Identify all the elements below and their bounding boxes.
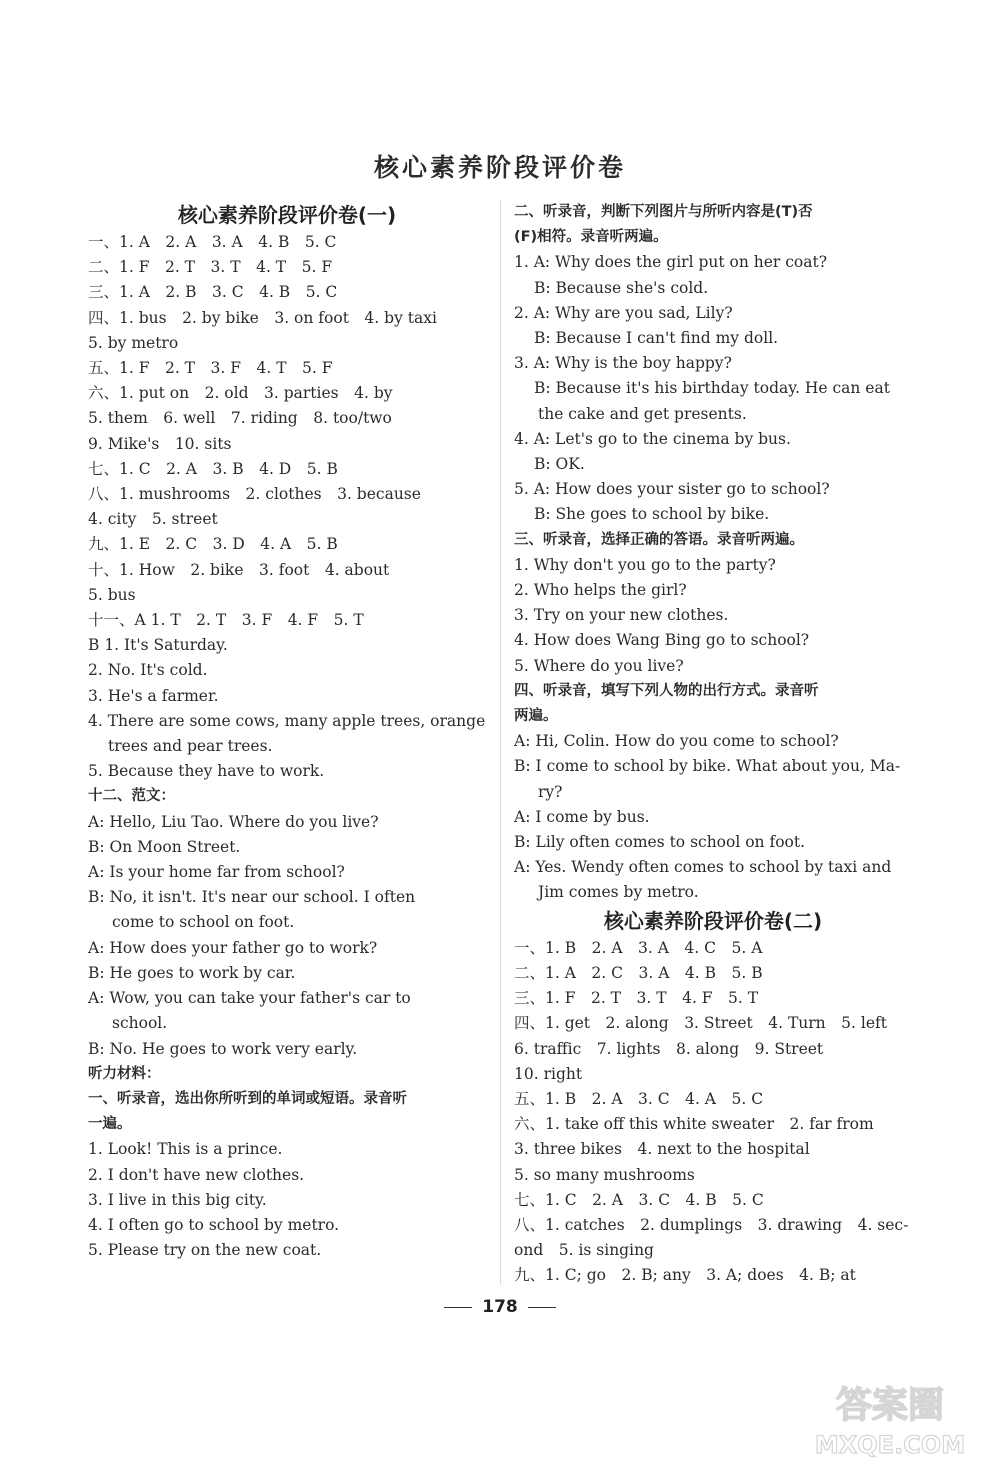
section-heading: 一、听录音，选出你所听到的单词或短语。录音听 [88,1090,407,1107]
answer-line: 十一、A 1. T 2. T 3. F 4. F 5. T [88,611,364,630]
listening-line: 5. Please try on the new coat. [88,1241,322,1260]
dialogue-line: 1. A: Why does the girl put on her coat? [514,253,828,272]
dialogue-line: B: Lily often comes to school on foot. [514,833,806,852]
answer-line: 4. city 5. street [88,510,218,529]
dialogue-line: A: Wow, you can take your father's car to [88,989,411,1008]
answer-line: 七、1. C 2. A 3. B 4. D 5. B [88,459,338,478]
page-number: 178 [482,1297,518,1317]
dialogue-line: school. [112,1014,168,1033]
dialogue-line: come to school on foot. [112,913,295,932]
answer-line: 四、1. get 2. along 3. Street 4. Turn 5. left [514,1014,887,1033]
answer-line: 九、1. E 2. C 3. D 4. A 5. B [88,535,338,554]
page-title: 核心素养阶段评价卷 [373,153,626,182]
answer-line: 二、1. A 2. C 3. A 4. B 5. B [514,963,763,982]
answer-line: 六、1. put on 2. old 3. parties 4. by [88,384,393,403]
dialogue-line: B: No. He goes to work very early. [88,1039,358,1058]
listening-line: 2. Who helps the girl? [514,581,687,600]
answer-line: 3. He's a farmer. [88,686,219,705]
answer-line: 5. bus [88,585,136,604]
dialogue-line: A: Yes. Wendy often comes to school by taxi and [514,858,892,877]
dialogue-line: B: OK. [534,455,585,474]
answer-line: 5. so many mushrooms [514,1165,695,1184]
answer-line: 五、1. B 2. A 3. C 4. A 5. C [514,1089,764,1108]
dialogue-line: 5. A: How does your sister go to school? [514,480,830,499]
listening-line: 3. Try on your new clothes. [514,606,729,625]
section-heading: 十二、范文： [88,788,175,805]
footer-dash-right [528,1307,556,1308]
dialogue-line: Jim comes by metro. [538,883,699,902]
section-title-1: 核心素养阶段评价卷(一) [177,203,397,227]
dialogue-line: A: I come by bus. [514,807,650,826]
answer-line: 6. traffic 7. lights 8. along 9. Street [514,1039,824,1058]
dialogue-line: B: On Moon Street. [88,837,241,856]
dialogue-line: B: No, it isn't. It's near our school. I often [88,888,416,907]
answer-line: 六、1. take off this white sweater 2. far from [514,1115,874,1134]
answer-line: 5. by metro [88,333,179,352]
answer-line: 二、1. F 2. T 3. T 4. T 5. F [88,258,333,277]
dialogue-line: 3. A: Why is the boy happy? [514,354,732,373]
section-heading: 听力材料： [88,1065,161,1082]
listening-line: 4. How does Wang Bing go to school? [514,631,810,650]
answer-line: 八、1. catches 2. dumplings 3. drawing 4. sec- [514,1215,909,1234]
answer-line: 十、1. How 2. bike 3. foot 4. about [88,560,390,579]
section-heading: 三、听录音，选择正确的答语。录音听两遍。 [514,531,804,548]
answer-line: 九、1. C; go 2. B; any 3. A; does 4. B; at [514,1266,856,1285]
listening-line: 5. Where do you live? [514,656,684,675]
section-title-2: 核心素养阶段评价卷(二) [603,908,823,933]
listening-line: 2. I don't have new clothes. [88,1165,305,1184]
listening-line: 1. Look! This is a prince. [88,1140,283,1159]
answer-line: 5. them 6. well 7. riding 8. too/two [88,409,392,428]
column-divider [500,200,501,1285]
answer-line: 三、1. A 2. B 3. C 4. B 5. C [88,283,338,302]
listening-line: 3. I live in this big city. [88,1190,267,1209]
dialogue-line: A: Hi, Colin. How do you come to school? [514,732,839,751]
answer-line: 三、1. F 2. T 3. T 4. F 5. T [514,989,759,1008]
answer-line: 2. No. It's cold. [88,661,208,680]
answer-line: 一、1. A 2. A 3. A 4. B 5. C [88,233,337,251]
dialogue-line: B: Because it's his birthday today. He can eat [534,379,890,398]
dialogue-line: A: How does your father go to work? [88,938,378,957]
section-heading: 四、听录音，填写下列人物的出行方式。录音听 [514,682,819,699]
answer-line: 9. Mike's 10. sits [88,434,232,453]
listening-line: 1. Why don't you go to the party? [514,555,776,574]
listening-line: 4. I often go to school by metro. [88,1215,340,1234]
section-heading: 两遍。 [514,708,558,725]
answer-line: 3. three bikes 4. next to the hospital [514,1140,810,1159]
dialogue-line: A: Is your home far from school? [88,863,345,882]
section-heading: 二、听录音，判断下列图片与所听内容是(T)否 [514,204,813,220]
answer-line: 10. right [514,1064,583,1083]
answer-line: 八、1. mushrooms 2. clothes 3. because [88,485,421,504]
answer-line: ond 5. is singing [514,1241,654,1260]
answer-line: B 1. It's Saturday. [88,636,228,655]
left-column [88,200,486,1263]
section-heading: (F)相符。录音听两遍。 [514,229,668,246]
dialogue-line: ry? [538,782,563,801]
dialogue-line: B: She goes to school by bike. [534,505,770,524]
dialogue-line: 4. A: Let's go to the cinema by bus. [514,429,791,448]
dialogue-line: B: I come to school by bike. What about you, Ma- [514,757,901,776]
answer-line: 四、1. bus 2. by bike 3. on foot 4. by taxi [88,308,437,327]
watermark-logo [790,1373,990,1463]
answer-line: trees and pear trees. [108,737,273,756]
answer-line: 五、1. F 2. T 3. F 4. T 5. F [88,359,333,378]
dialogue-line: B: He goes to work by car. [88,963,296,982]
dialogue-line: B: Because she's cold. [534,278,709,297]
answer-line: 4. There are some cows, many apple trees, orange [88,711,486,730]
page-footer [0,1297,1000,1317]
right-column [514,200,912,1289]
footer-dash-left [444,1307,472,1308]
dialogue-line: A: Hello, Liu Tao. Where do you live? [88,812,379,831]
answer-line: 5. Because they have to work. [88,762,325,781]
dialogue-line: 2. A: Why are you sad, Lily? [514,303,733,322]
svg-text:答案圈: 答案圈 [835,1385,945,1426]
svg-text:MXQE.COM: MXQE.COM [814,1431,966,1459]
dialogue-line: the cake and get presents. [538,404,747,423]
section-heading: 一遍。 [88,1116,132,1133]
answer-line: 七、1. C 2. A 3. C 4. B 5. C [514,1190,764,1209]
answer-line: 一、1. B 2. A 3. A 4. C 5. A [514,938,763,957]
dialogue-line: B: Because I can't find my doll. [534,329,779,348]
